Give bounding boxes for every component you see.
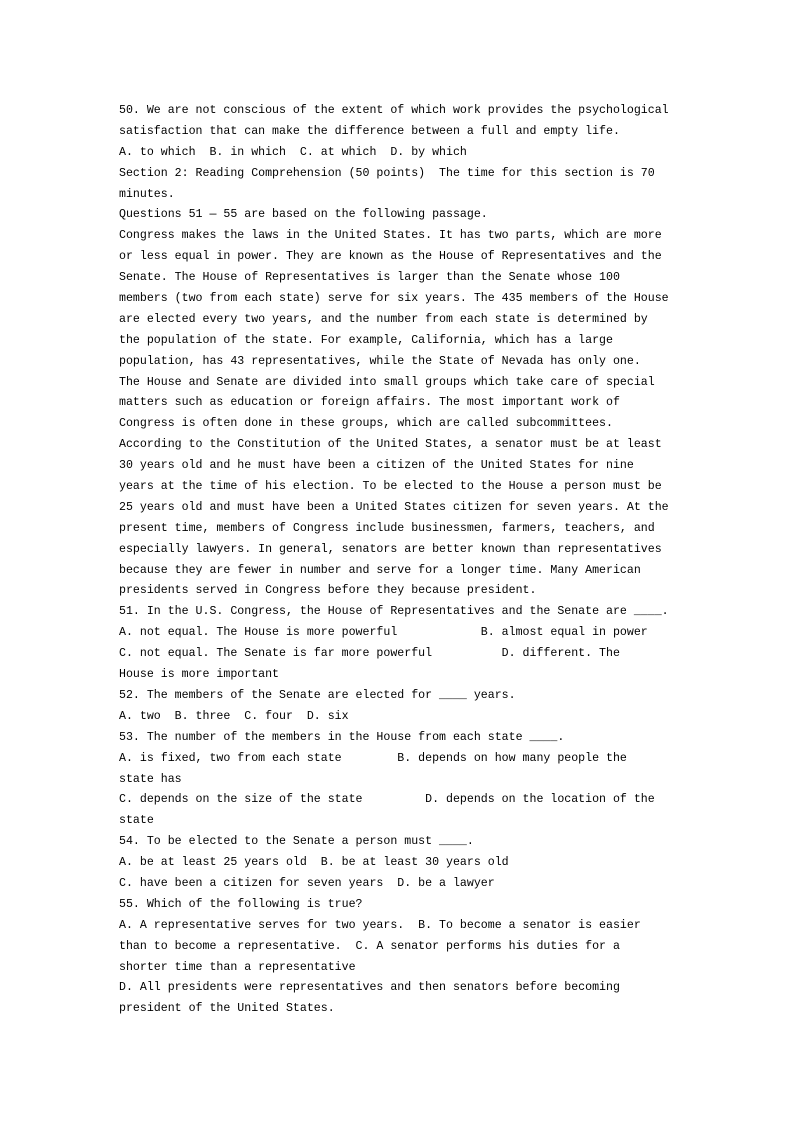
text-line: A. A representative serves for two years. B. To become a senator is easier: [119, 918, 641, 932]
text-line: D. All presidents were representatives and then senators before becoming: [119, 981, 620, 995]
text-line: 53. The number of the members in the House from each state ____.: [119, 730, 565, 744]
exam-text-body: [119, 101, 679, 1020]
text-line: 54. To be elected to the Senate a person must ____.: [119, 835, 474, 849]
text-line: C. depends on the size of the state D. depends on the location of the: [119, 793, 655, 807]
text-line: The House and Senate are divided into small groups which take care of special: [119, 375, 655, 389]
text-line: Questions 51 — 55 are based on the following passage.: [119, 208, 488, 222]
text-line: satisfaction that can make the difference between a full and empty life.: [119, 124, 620, 138]
text-line: because they are fewer in number and serve for a longer time. Many American: [119, 563, 641, 577]
text-line: state has: [119, 772, 182, 786]
text-line: minutes.: [119, 187, 175, 201]
text-line: 50. We are not conscious of the extent of which work provides the psychological: [119, 104, 669, 117]
text-line: 51. In the U.S. Congress, the House of Representatives and the Senate are ____.: [119, 605, 669, 619]
text-line: especially lawyers. In general, senators are better known than representatives: [119, 542, 662, 556]
text-line: Congress makes the laws in the United States. It has two parts, which are more: [119, 229, 662, 243]
text-line: the population of the state. For example, California, which has a large: [119, 333, 613, 347]
text-line: A. two B. three C. four D. six: [119, 709, 349, 723]
text-line: matters such as education or foreign affairs. The most important work of: [119, 396, 620, 410]
text-line: state: [119, 814, 154, 828]
text-line: C. not equal. The Senate is far more powerful D. different. The: [119, 647, 620, 661]
text-line: A. to which B. in which C. at which D. by which: [119, 145, 467, 159]
text-line: 55. Which of the following is true?: [119, 897, 363, 911]
text-line: According to the Constitution of the United States, a senator must be at least: [119, 438, 662, 452]
text-line: Section 2: Reading Comprehension (50 points) The time for this section is 70: [119, 166, 655, 180]
text-line: 52. The members of the Senate are elected for ____ years.: [119, 688, 516, 702]
text-line: C. have been a citizen for seven years D. be a lawyer: [119, 876, 495, 890]
text-line: A. is fixed, two from each state B. depends on how many people the: [119, 751, 627, 765]
text-line: Congress is often done in these groups, which are called subcommittees.: [119, 417, 613, 431]
text-line: 30 years old and he must have been a citizen of the United States for nine: [119, 459, 634, 473]
text-line: members (two from each state) serve for six years. The 435 members of the House: [119, 292, 669, 306]
text-line: A. not equal. The House is more powerful B. almost equal in power: [119, 626, 648, 640]
text-line: president of the United States.: [119, 1002, 335, 1016]
text-line: population, has 43 representatives, while the State of Nevada has only one.: [119, 354, 641, 368]
text-line: shorter time than a representative: [119, 960, 356, 974]
text-line: 25 years old and must have been a United States citizen for seven years. At the: [119, 500, 669, 514]
text-line: Senate. The House of Representatives is larger than the Senate whose 100: [119, 271, 620, 285]
text-line: presidents served in Congress before they because president.: [119, 584, 537, 598]
text-line: are elected every two years, and the number from each state is determined by: [119, 312, 648, 326]
text-line: than to become a representative. C. A senator performs his duties for a: [119, 939, 620, 953]
text-line: present time, members of Congress include businessmen, farmers, teachers, and: [119, 521, 655, 535]
text-line: A. be at least 25 years old B. be at least 30 years old: [119, 856, 509, 870]
text-line: House is more important: [119, 668, 280, 682]
text-line: or less equal in power. They are known as the House of Representatives and the: [119, 250, 662, 264]
text-line: years at the time of his election. To be elected to the House a person must be: [119, 480, 662, 494]
